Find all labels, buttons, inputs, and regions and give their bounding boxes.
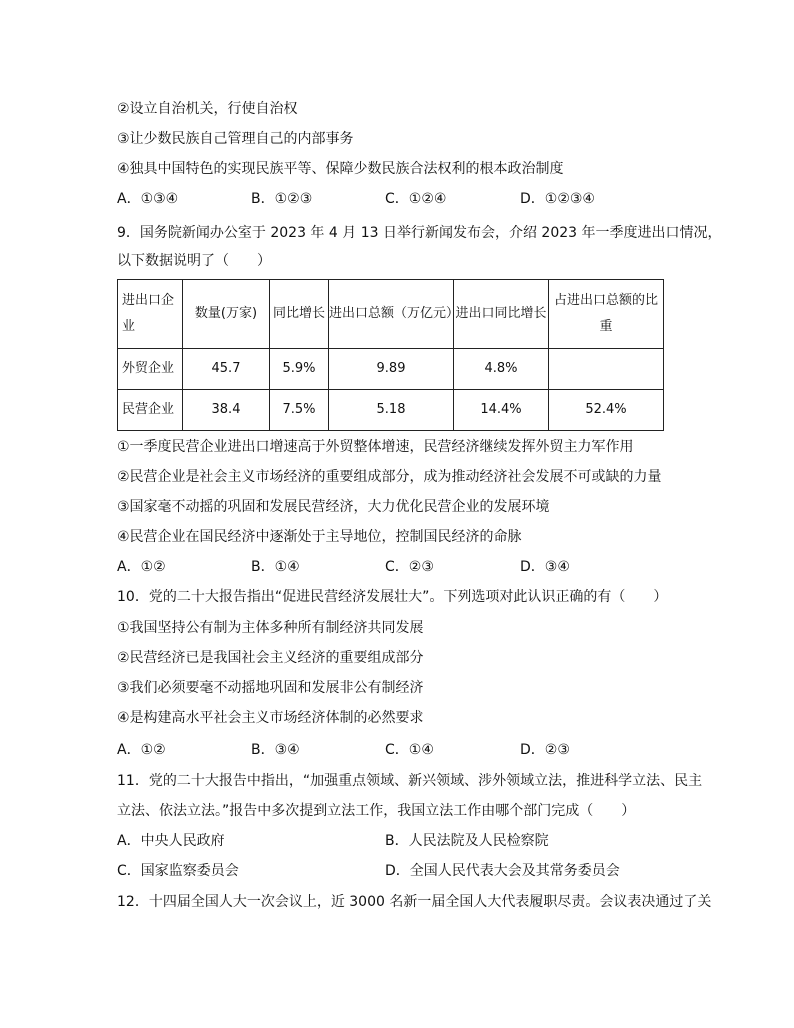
table-cell: 民营企业 <box>118 390 183 431</box>
table-cell: 9.89 <box>329 349 454 390</box>
option-a: A．①③④ <box>117 191 179 207</box>
question-stem: 9．国务院新闻办公室于 2023 年 4 月 13 日举行新闻发布会，介绍 2023 年一季度进出口情况， <box>117 225 722 241</box>
table-cell: 38.4 <box>183 390 270 431</box>
table-cell: 4.8% <box>454 349 549 390</box>
table-cell: 7.5% <box>270 390 329 431</box>
option-b: B．③④ <box>251 742 300 758</box>
table-cell: 5.18 <box>329 390 454 431</box>
table-header-cell: 进出口总额（万亿元） <box>329 280 454 349</box>
option-c: C．①④ <box>385 742 434 758</box>
statement-line: ③我们必须要毫不动摇地巩固和发展非公有制经济 <box>117 680 424 696</box>
question-stem: 以下数据说明了（ ） <box>117 253 271 269</box>
statement-line: ④是构建高水平社会主义市场经济体制的必然要求 <box>117 710 424 726</box>
table-header-cell: 占进出口总额的比重 <box>549 280 664 349</box>
table-header-cell: 进出口企业 <box>118 280 183 349</box>
statement-line: ②民营经济已是我国社会主义经济的重要组成部分 <box>117 650 424 666</box>
option-c: C．国家监察委员会 <box>117 863 239 879</box>
option-a: A．①② <box>117 742 166 758</box>
table-cell <box>549 349 664 390</box>
option-d: D．②③ <box>520 742 570 758</box>
statement-line: ④民营企业在国民经济中逐渐处于主导地位，控制国民经济的命脉 <box>117 529 522 545</box>
table-cell: 52.4% <box>549 390 664 431</box>
option-b: B．人民法院及人民检察院 <box>385 833 549 849</box>
option-a: A．①② <box>117 559 166 575</box>
table-row <box>118 390 664 431</box>
question-stem: 12．十四届全国人大一次会议上，近 3000 名新一届全国人大代表履职尽责。会议表决通过了关 <box>117 894 712 910</box>
option-a: A．中央人民政府 <box>117 833 225 849</box>
statement-line: ③国家毫不动摇的巩固和发展民营经济，大力优化民营企业的发展环境 <box>117 499 550 515</box>
trade-data-table <box>117 279 664 431</box>
statement-line: ②设立自治机关，行使自治权 <box>117 101 298 117</box>
option-b: B．①②③ <box>251 191 313 207</box>
table-header-cell: 同比增长 <box>270 280 329 349</box>
table-cell: 45.7 <box>183 349 270 390</box>
statement-line: ④独具中国特色的实现民族平等、保障少数民族合法权利的根本政治制度 <box>117 161 564 177</box>
table-row <box>118 349 664 390</box>
option-d: D．①②③④ <box>520 191 595 207</box>
table-header-cell: 数量(万家) <box>183 280 270 349</box>
statement-line: ②民营企业是社会主义市场经济的重要组成部分，成为推动经济社会发展不可或缺的力量 <box>117 469 662 485</box>
question-stem: 11．党的二十大报告中指出，“加强重点领域、新兴领域、涉外领域立法，推进科学立法、民主 <box>117 773 703 789</box>
statement-line: ③让少数民族自己管理自己的内部事务 <box>117 131 354 147</box>
table-cell: 14.4% <box>454 390 549 431</box>
question-stem: 10．党的二十大报告指出“促进民营经济发展壮大”。下列选项对此认识正确的有（ ） <box>117 589 668 605</box>
table-cell: 5.9% <box>270 349 329 390</box>
table-cell: 外贸企业 <box>118 349 183 390</box>
option-d: D．全国人民代表大会及其常务委员会 <box>385 863 620 879</box>
table-header-cell: 进出口同比增长 <box>454 280 549 349</box>
option-c: C．①②④ <box>385 191 447 207</box>
option-b: B．①④ <box>251 559 300 575</box>
option-c: C．②③ <box>385 559 434 575</box>
statement-line: ①一季度民营企业进出口增速高于外贸整体增速，民营经济继续发挥外贸主力军作用 <box>117 439 634 455</box>
statement-line: ①我国坚持公有制为主体多种所有制经济共同发展 <box>117 620 424 636</box>
question-stem: 立法、依法立法。”报告中多次提到立法工作，我国立法工作由哪个部门完成（ ） <box>117 803 636 819</box>
option-d: D．③④ <box>520 559 570 575</box>
table-header-row <box>118 280 664 349</box>
